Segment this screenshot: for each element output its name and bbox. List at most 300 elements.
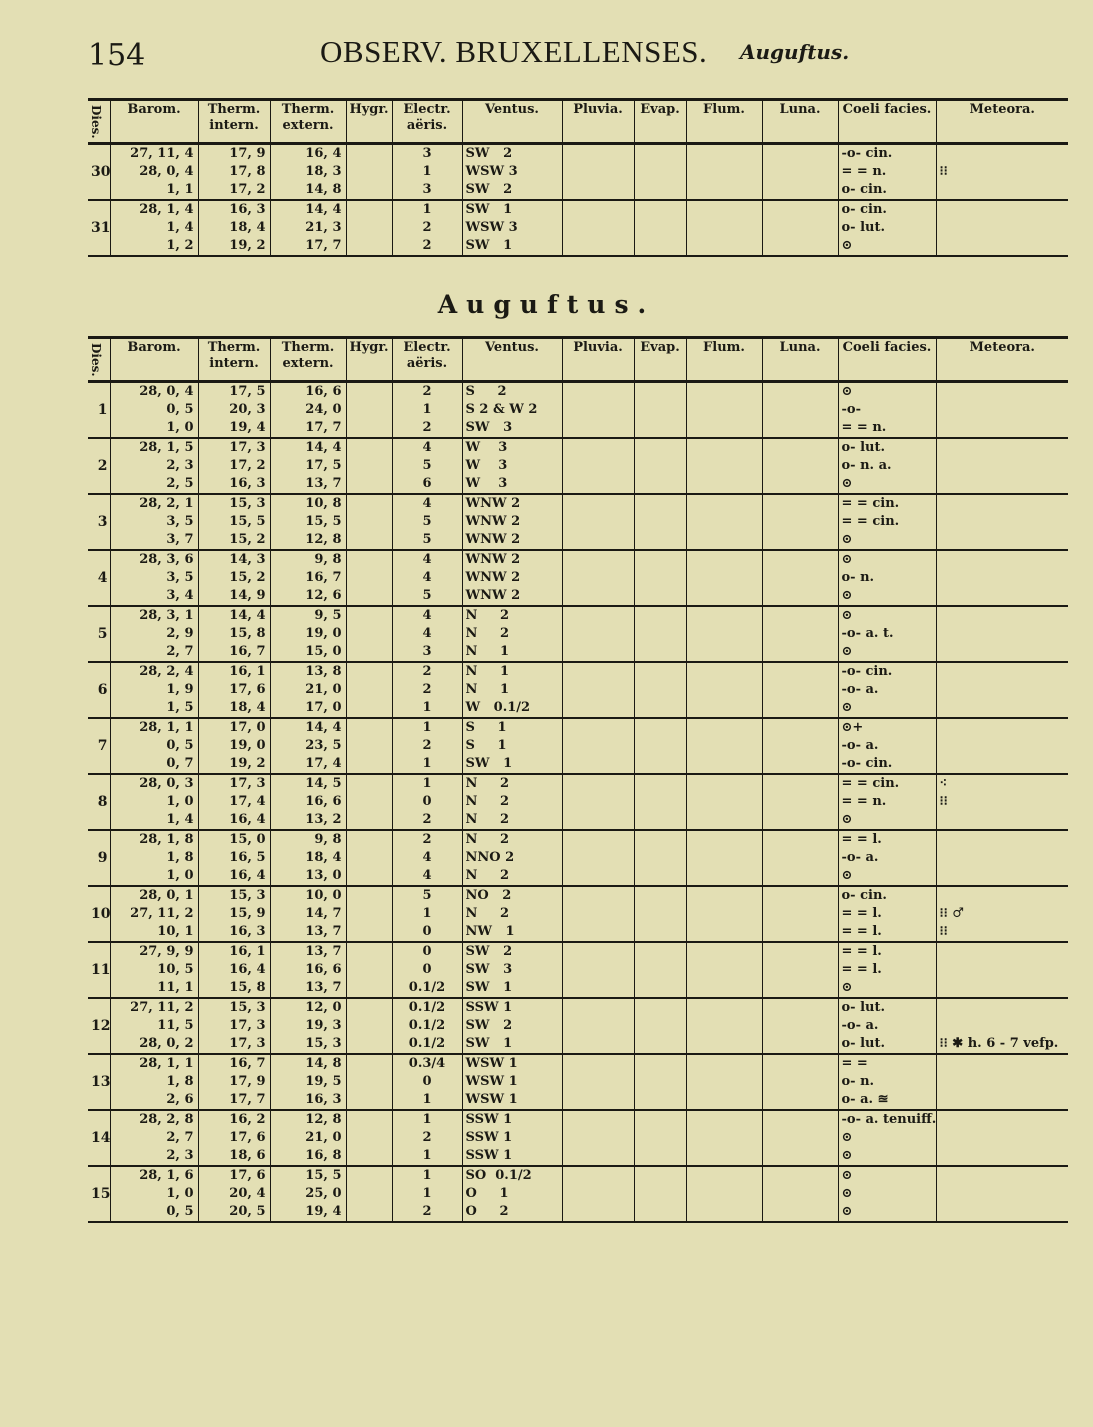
ventus-cell-line: N 2: [465, 906, 510, 921]
coeli-cell-line: = = l.: [841, 832, 882, 847]
day-cell: 13: [91, 1074, 110, 1090]
meteora-cell-line: [940, 999, 1066, 1017]
coeli-cell-line: = =: [841, 1056, 868, 1071]
electr-cell-line: 4: [422, 626, 432, 641]
coeli-cell-line: -o- cin.: [841, 146, 893, 161]
barom-cell: [110, 1166, 198, 1222]
hygr-cell: [346, 606, 392, 662]
barom-cell-line: 28, 0, 3: [139, 776, 194, 791]
coeli-cell: [838, 144, 936, 201]
coeli-cell-line: o- n. a.: [841, 458, 892, 473]
evap-cell: [634, 998, 686, 1054]
meteora-cell-line: [940, 181, 1066, 199]
meteora-cell-line: [940, 419, 1066, 437]
therm-extern-cell: [270, 606, 346, 662]
barom-cell-line: 1, 5: [166, 700, 194, 715]
ventus-cell: [462, 494, 562, 550]
evap-cell: [634, 144, 686, 201]
coeli-cell-line: ⊙: [841, 588, 853, 603]
table-row: [88, 494, 1068, 550]
flum-cell: [686, 144, 762, 201]
table-row: [88, 144, 1068, 201]
electr-cell: [392, 144, 462, 201]
therm-intern-cell-line: 20, 3: [229, 402, 266, 417]
therm-extern-cell: [270, 200, 346, 256]
ventus-cell-line: SSW 1: [465, 1130, 513, 1145]
coeli-cell-line: ⊙: [841, 700, 853, 715]
therm-intern-cell-line: 16, 3: [229, 924, 266, 939]
meteora-cell: [936, 550, 1068, 606]
barom-cell: [110, 494, 198, 550]
coeli-cell-line: = = l.: [841, 944, 882, 959]
electr-cell: [392, 200, 462, 256]
electr-cell-line: 1: [422, 1148, 432, 1163]
electr-cell-line: 2: [422, 738, 432, 753]
electr-cell-line: 6: [422, 476, 432, 491]
meteora-cell-line: [940, 1111, 1066, 1129]
header-meteora: Meteora.: [936, 338, 1068, 382]
barom-cell-line: 1, 8: [166, 850, 194, 865]
barom-cell-line: 1, 1: [166, 182, 194, 197]
therm-intern-cell-line: 18, 6: [229, 1148, 266, 1163]
therm-intern-cell-line: 17, 0: [229, 720, 266, 735]
table-row: [88, 1166, 1068, 1222]
evap-cell: [634, 662, 686, 718]
ventus-cell-line: SW 1: [465, 1036, 513, 1051]
ventus-cell-line: WNW 2: [465, 532, 521, 547]
coeli-cell-line: ⊙: [841, 532, 853, 547]
coeli-cell-line: o- lut.: [841, 1000, 886, 1015]
ventus-cell-line: S 2 & W 2: [465, 402, 538, 417]
therm-extern-cell-line: 25, 0: [305, 1186, 342, 1201]
meteora-cell-line: ⁝⁝ ♂: [939, 906, 964, 921]
evap-cell: [634, 550, 686, 606]
therm-extern-cell: [270, 662, 346, 718]
coeli-cell-line: ⊙: [841, 238, 853, 253]
therm-extern-cell-line: 19, 5: [305, 1074, 342, 1089]
barom-cell: [110, 438, 198, 494]
therm-extern-cell: [270, 886, 346, 942]
electr-cell-line: 1: [422, 1186, 432, 1201]
therm-intern-cell-line: 20, 4: [229, 1186, 266, 1201]
pluvia-cell: [562, 1054, 634, 1110]
flum-cell: [686, 550, 762, 606]
therm-intern-cell-line: 15, 8: [229, 980, 266, 995]
coeli-cell-line: ⊙: [841, 868, 853, 883]
ventus-cell: [462, 1054, 562, 1110]
therm-extern-cell-line: 12, 8: [305, 532, 342, 547]
therm-extern-cell-line: 23, 5: [305, 738, 342, 753]
barom-cell-line: 1, 8: [166, 1074, 194, 1089]
meteora-cell: [936, 494, 1068, 550]
header-evap: Evap.: [634, 338, 686, 382]
barom-cell-line: 27, 9, 9: [139, 944, 194, 959]
meteora-cell-line: ⁝⁝: [939, 794, 948, 809]
meteora-cell: [936, 144, 1068, 201]
therm-extern-cell-line: 12, 0: [305, 1000, 342, 1015]
flum-cell: [686, 942, 762, 998]
therm-intern-cell-line: 16, 5: [229, 850, 266, 865]
meteora-cell-line: [940, 383, 1066, 401]
therm-extern-cell: [270, 1054, 346, 1110]
therm-extern-cell: [270, 998, 346, 1054]
therm-extern-cell-line: 13, 0: [305, 868, 342, 883]
therm-intern-cell-line: 17, 7: [229, 1092, 266, 1107]
flum-cell: [686, 382, 762, 439]
therm-intern-cell: [198, 1110, 270, 1166]
flum-cell: [686, 998, 762, 1054]
ventus-cell-line: N 2: [465, 608, 510, 623]
therm-intern-cell-line: 16, 2: [229, 1112, 266, 1127]
electr-cell-line: 1: [422, 776, 432, 791]
electr-cell-line: 2: [422, 238, 432, 253]
meteora-cell-line: ⁝⁝ ✱ h. 6 - 7 vefp.: [939, 1036, 1059, 1051]
page-header: [88, 34, 1068, 78]
meteora-cell-line: [940, 587, 1066, 605]
electr-cell-line: 5: [422, 514, 432, 529]
ventus-cell-line: O 2: [465, 1204, 509, 1219]
ventus-cell-line: SW 1: [465, 756, 513, 771]
ventus-cell: [462, 606, 562, 662]
hygr-cell: [346, 144, 392, 201]
flum-cell: [686, 830, 762, 886]
flum-cell: [686, 200, 762, 256]
therm-extern-cell-line: 16, 6: [305, 794, 342, 809]
electr-cell-line: 4: [422, 552, 432, 567]
coeli-cell: [838, 662, 936, 718]
therm-intern-cell-line: 15, 2: [229, 532, 266, 547]
barom-cell-line: 2, 9: [166, 626, 194, 641]
table-row: [88, 550, 1068, 606]
electr-cell-line: 1: [422, 1112, 432, 1127]
electr-cell: [392, 382, 462, 439]
therm-extern-cell-line: 17, 4: [305, 756, 342, 771]
ventus-cell-line: SSW 1: [465, 1112, 513, 1127]
meteora-cell-line: [940, 943, 1066, 961]
therm-extern-cell-line: 12, 8: [305, 1112, 342, 1127]
evap-cell: [634, 1110, 686, 1166]
header-dies: Dies.: [89, 343, 103, 377]
luna-cell: [762, 998, 838, 1054]
ventus-cell-line: W 3: [465, 476, 508, 491]
meteora-cell: [936, 718, 1068, 774]
ventus-cell-line: SW 1: [465, 238, 513, 253]
therm-extern-cell: [270, 774, 346, 830]
ventus-cell-line: O 1: [465, 1186, 509, 1201]
evap-cell: [634, 1054, 686, 1110]
electr-cell: [392, 438, 462, 494]
pluvia-cell: [562, 1166, 634, 1222]
header-barom: Barom.: [110, 338, 198, 382]
table-row: [88, 942, 1068, 998]
ventus-cell-line: WSW 3: [465, 220, 518, 235]
barom-cell-line: 10, 5: [157, 962, 194, 977]
electr-cell-line: 0.3/4: [408, 1056, 446, 1071]
electr-cell-line: 2: [422, 384, 432, 399]
header-pluvia: Pluvia.: [562, 338, 634, 382]
meteora-cell-line: [940, 719, 1066, 737]
therm-extern-cell-line: 19, 4: [305, 1204, 342, 1219]
barom-cell-line: 2, 5: [166, 476, 194, 491]
electr-cell-line: 1: [422, 402, 432, 417]
barom-cell-line: 2, 3: [166, 458, 194, 473]
therm-extern-cell-line: 16, 6: [305, 384, 342, 399]
day-cell: 8: [97, 794, 108, 810]
meteora-cell-line: [940, 1055, 1066, 1073]
pluvia-cell: [562, 718, 634, 774]
luna-cell: [762, 662, 838, 718]
electr-cell-line: 3: [422, 146, 432, 161]
ventus-cell-line: W 3: [465, 458, 508, 473]
ventus-cell: [462, 382, 562, 439]
meteora-cell: [936, 886, 1068, 942]
therm-extern-cell-line: 13, 7: [305, 944, 342, 959]
electr-cell-line: 2: [422, 664, 432, 679]
barom-cell-line: 28, 2, 8: [139, 1112, 194, 1127]
header-electr: Electr. aëris.: [392, 338, 462, 382]
hygr-cell: [346, 1054, 392, 1110]
therm-intern-cell-line: 15, 3: [229, 496, 266, 511]
electr-cell-line: 1: [422, 1168, 432, 1183]
hygr-cell: [346, 718, 392, 774]
flum-cell: [686, 1166, 762, 1222]
header-ventus: Ventus.: [462, 338, 562, 382]
day-cell: 9: [97, 850, 108, 866]
meteora-cell-line: [940, 1147, 1066, 1165]
barom-cell-line: 28, 2, 4: [139, 664, 194, 679]
therm-extern-cell: [270, 1166, 346, 1222]
evap-cell: [634, 494, 686, 550]
coeli-cell: [838, 830, 936, 886]
ventus-cell-line: SO 0.1/2: [465, 1168, 532, 1183]
day-cell: 30: [91, 164, 110, 180]
therm-intern-cell-line: 17, 6: [229, 1168, 266, 1183]
therm-intern-cell: [198, 144, 270, 201]
therm-intern-cell: [198, 998, 270, 1054]
therm-extern-cell: [270, 144, 346, 201]
barom-cell-line: 28, 0, 2: [139, 1036, 194, 1051]
therm-intern-cell: [198, 830, 270, 886]
coeli-cell: [838, 438, 936, 494]
ventus-cell-line: SSW 1: [465, 1148, 513, 1163]
hygr-cell: [346, 1166, 392, 1222]
evap-cell: [634, 438, 686, 494]
pluvia-cell: [562, 494, 634, 550]
table-row: [88, 1110, 1068, 1166]
therm-extern-cell-line: 13, 2: [305, 812, 342, 827]
august-observations-table: [88, 336, 1068, 1223]
coeli-cell-line: -o- a.: [841, 850, 879, 865]
coeli-cell: [838, 606, 936, 662]
barom-cell-line: 28, 2, 1: [139, 496, 194, 511]
electr-cell-line: 2: [422, 420, 432, 435]
therm-extern-cell-line: 14, 5: [305, 776, 342, 791]
coeli-cell-line: = = n.: [841, 164, 887, 179]
therm-extern-cell-line: 12, 6: [305, 588, 342, 603]
table-row: [88, 438, 1068, 494]
electr-cell-line: 4: [422, 440, 432, 455]
electr-cell-line: 1: [422, 1092, 432, 1107]
therm-intern-cell-line: 19, 4: [229, 420, 266, 435]
ventus-cell-line: S 2: [465, 384, 507, 399]
day-cell: 12: [91, 1018, 110, 1034]
meteora-cell-line: [940, 439, 1066, 457]
hygr-cell: [346, 774, 392, 830]
july-observations-table: [88, 98, 1068, 257]
ventus-cell-line: WSW 1: [465, 1056, 518, 1071]
electr-cell-line: 0.1/2: [408, 980, 446, 995]
electr-cell: [392, 998, 462, 1054]
luna-cell: [762, 774, 838, 830]
pluvia-cell: [562, 200, 634, 256]
meteora-cell-line: [940, 457, 1066, 475]
therm-extern-cell-line: 19, 0: [305, 626, 342, 641]
meteora-cell-line: [940, 145, 1066, 163]
coeli-cell-line: o- cin.: [841, 888, 887, 903]
coeli-cell-line: = = cin.: [841, 776, 900, 791]
barom-cell-line: 1, 2: [166, 238, 194, 253]
flum-cell: [686, 662, 762, 718]
therm-intern-cell-line: 17, 2: [229, 182, 266, 197]
therm-intern-cell-line: 15, 9: [229, 906, 266, 921]
ventus-cell-line: SW 1: [465, 980, 513, 995]
barom-cell: [110, 550, 198, 606]
header-barom: Barom.: [110, 100, 198, 144]
electr-cell: [392, 606, 462, 662]
table-header-row: [88, 100, 1068, 144]
therm-extern-cell-line: 21, 0: [305, 1130, 342, 1145]
table-row: [88, 998, 1068, 1054]
meteora-cell-line: [940, 831, 1066, 849]
meteora-cell-line: [940, 961, 1066, 979]
barom-cell: [110, 200, 198, 256]
therm-intern-cell-line: 16, 4: [229, 812, 266, 827]
therm-intern-cell-line: 19, 2: [229, 238, 266, 253]
coeli-cell-line: ⊙: [841, 384, 853, 399]
therm-extern-cell-line: 17, 5: [305, 458, 342, 473]
coeli-cell-line: -o-: [841, 402, 861, 417]
coeli-cell-line: -o- cin.: [841, 756, 893, 771]
therm-intern-cell-line: 16, 4: [229, 868, 266, 883]
therm-intern-cell-line: 15, 2: [229, 570, 266, 585]
ventus-cell-line: S 1: [465, 720, 507, 735]
electr-cell-line: 2: [422, 1204, 432, 1219]
electr-cell-line: 0: [422, 944, 432, 959]
therm-intern-cell: [198, 886, 270, 942]
coeli-cell-line: o- cin.: [841, 202, 887, 217]
day-cell: 31: [91, 220, 110, 236]
therm-extern-cell: [270, 718, 346, 774]
header-evap: Evap.: [634, 100, 686, 144]
barom-cell-line: 28, 0, 4: [139, 164, 194, 179]
hygr-cell: [346, 494, 392, 550]
ventus-cell-line: SW 2: [465, 944, 513, 959]
evap-cell: [634, 886, 686, 942]
electr-cell: [392, 942, 462, 998]
barom-cell: [110, 942, 198, 998]
coeli-cell-line: ⊙: [841, 1204, 853, 1219]
coeli-cell-line: o- n.: [841, 570, 875, 585]
hygr-cell: [346, 550, 392, 606]
therm-intern-cell-line: 19, 2: [229, 756, 266, 771]
table-row: [88, 1054, 1068, 1110]
barom-cell: [110, 830, 198, 886]
ventus-cell-line: N 1: [465, 682, 510, 697]
barom-cell-line: 10, 1: [157, 924, 194, 939]
barom-cell-line: 28, 3, 6: [139, 552, 194, 567]
coeli-cell-line: = = cin.: [841, 514, 900, 529]
meteora-cell: [936, 830, 1068, 886]
therm-intern-cell: [198, 382, 270, 439]
therm-intern-cell-line: 16, 1: [229, 944, 266, 959]
meteora-cell: [936, 1166, 1068, 1222]
meteora-cell-line: [940, 755, 1066, 773]
meteora-cell: [936, 1110, 1068, 1166]
hygr-cell: [346, 200, 392, 256]
header-therm-intern: Therm. intern.: [198, 100, 270, 144]
electr-cell-line: 2: [422, 682, 432, 697]
therm-extern-cell-line: 21, 3: [305, 220, 342, 235]
meteora-cell-line: [940, 663, 1066, 681]
therm-intern-cell-line: 17, 9: [229, 146, 266, 161]
ventus-cell-line: W 0.1/2: [465, 700, 531, 715]
electr-cell-line: 3: [422, 644, 432, 659]
table-row: [88, 774, 1068, 830]
page-number: 154: [88, 38, 146, 73]
barom-cell-line: 0, 5: [166, 402, 194, 417]
table-row: [88, 662, 1068, 718]
electr-cell-line: 0: [422, 1074, 432, 1089]
coeli-cell: [838, 382, 936, 439]
coeli-cell-line: ⊙: [841, 644, 853, 659]
therm-extern-cell-line: 14, 4: [305, 440, 342, 455]
coeli-cell-line: -o- cin.: [841, 664, 893, 679]
electr-cell-line: 1: [422, 720, 432, 735]
meteora-cell-line: [940, 681, 1066, 699]
therm-extern-cell: [270, 942, 346, 998]
barom-cell-line: 2, 3: [166, 1148, 194, 1163]
evap-cell: [634, 1166, 686, 1222]
flum-cell: [686, 886, 762, 942]
therm-intern-cell: [198, 200, 270, 256]
coeli-cell-line: ⊙: [841, 1148, 853, 1163]
table-row: [88, 830, 1068, 886]
electr-cell: [392, 1054, 462, 1110]
ventus-cell-line: SW 2: [465, 182, 513, 197]
coeli-cell-line: = = l.: [841, 906, 882, 921]
header-coeli: Coeli facies.: [838, 100, 936, 144]
ventus-cell-line: WSW 3: [465, 164, 518, 179]
barom-cell: [110, 998, 198, 1054]
coeli-cell-line: = = n.: [841, 420, 887, 435]
day-cell: 1: [97, 402, 108, 418]
therm-intern-cell-line: 18, 4: [229, 700, 266, 715]
luna-cell: [762, 1166, 838, 1222]
therm-extern-cell-line: 18, 3: [305, 164, 342, 179]
barom-cell-line: 2, 6: [166, 1092, 194, 1107]
therm-intern-cell-line: 19, 0: [229, 738, 266, 753]
barom-cell-line: 27, 11, 2: [130, 906, 194, 921]
meteora-cell-line: [940, 811, 1066, 829]
therm-extern-cell-line: 9, 8: [314, 832, 342, 847]
table-row: [88, 382, 1068, 439]
ventus-cell-line: SW 3: [465, 420, 513, 435]
table-row: [88, 606, 1068, 662]
coeli-cell: [838, 1166, 936, 1222]
pluvia-cell: [562, 998, 634, 1054]
electr-cell: [392, 718, 462, 774]
header-therm-intern: Therm. intern.: [198, 338, 270, 382]
